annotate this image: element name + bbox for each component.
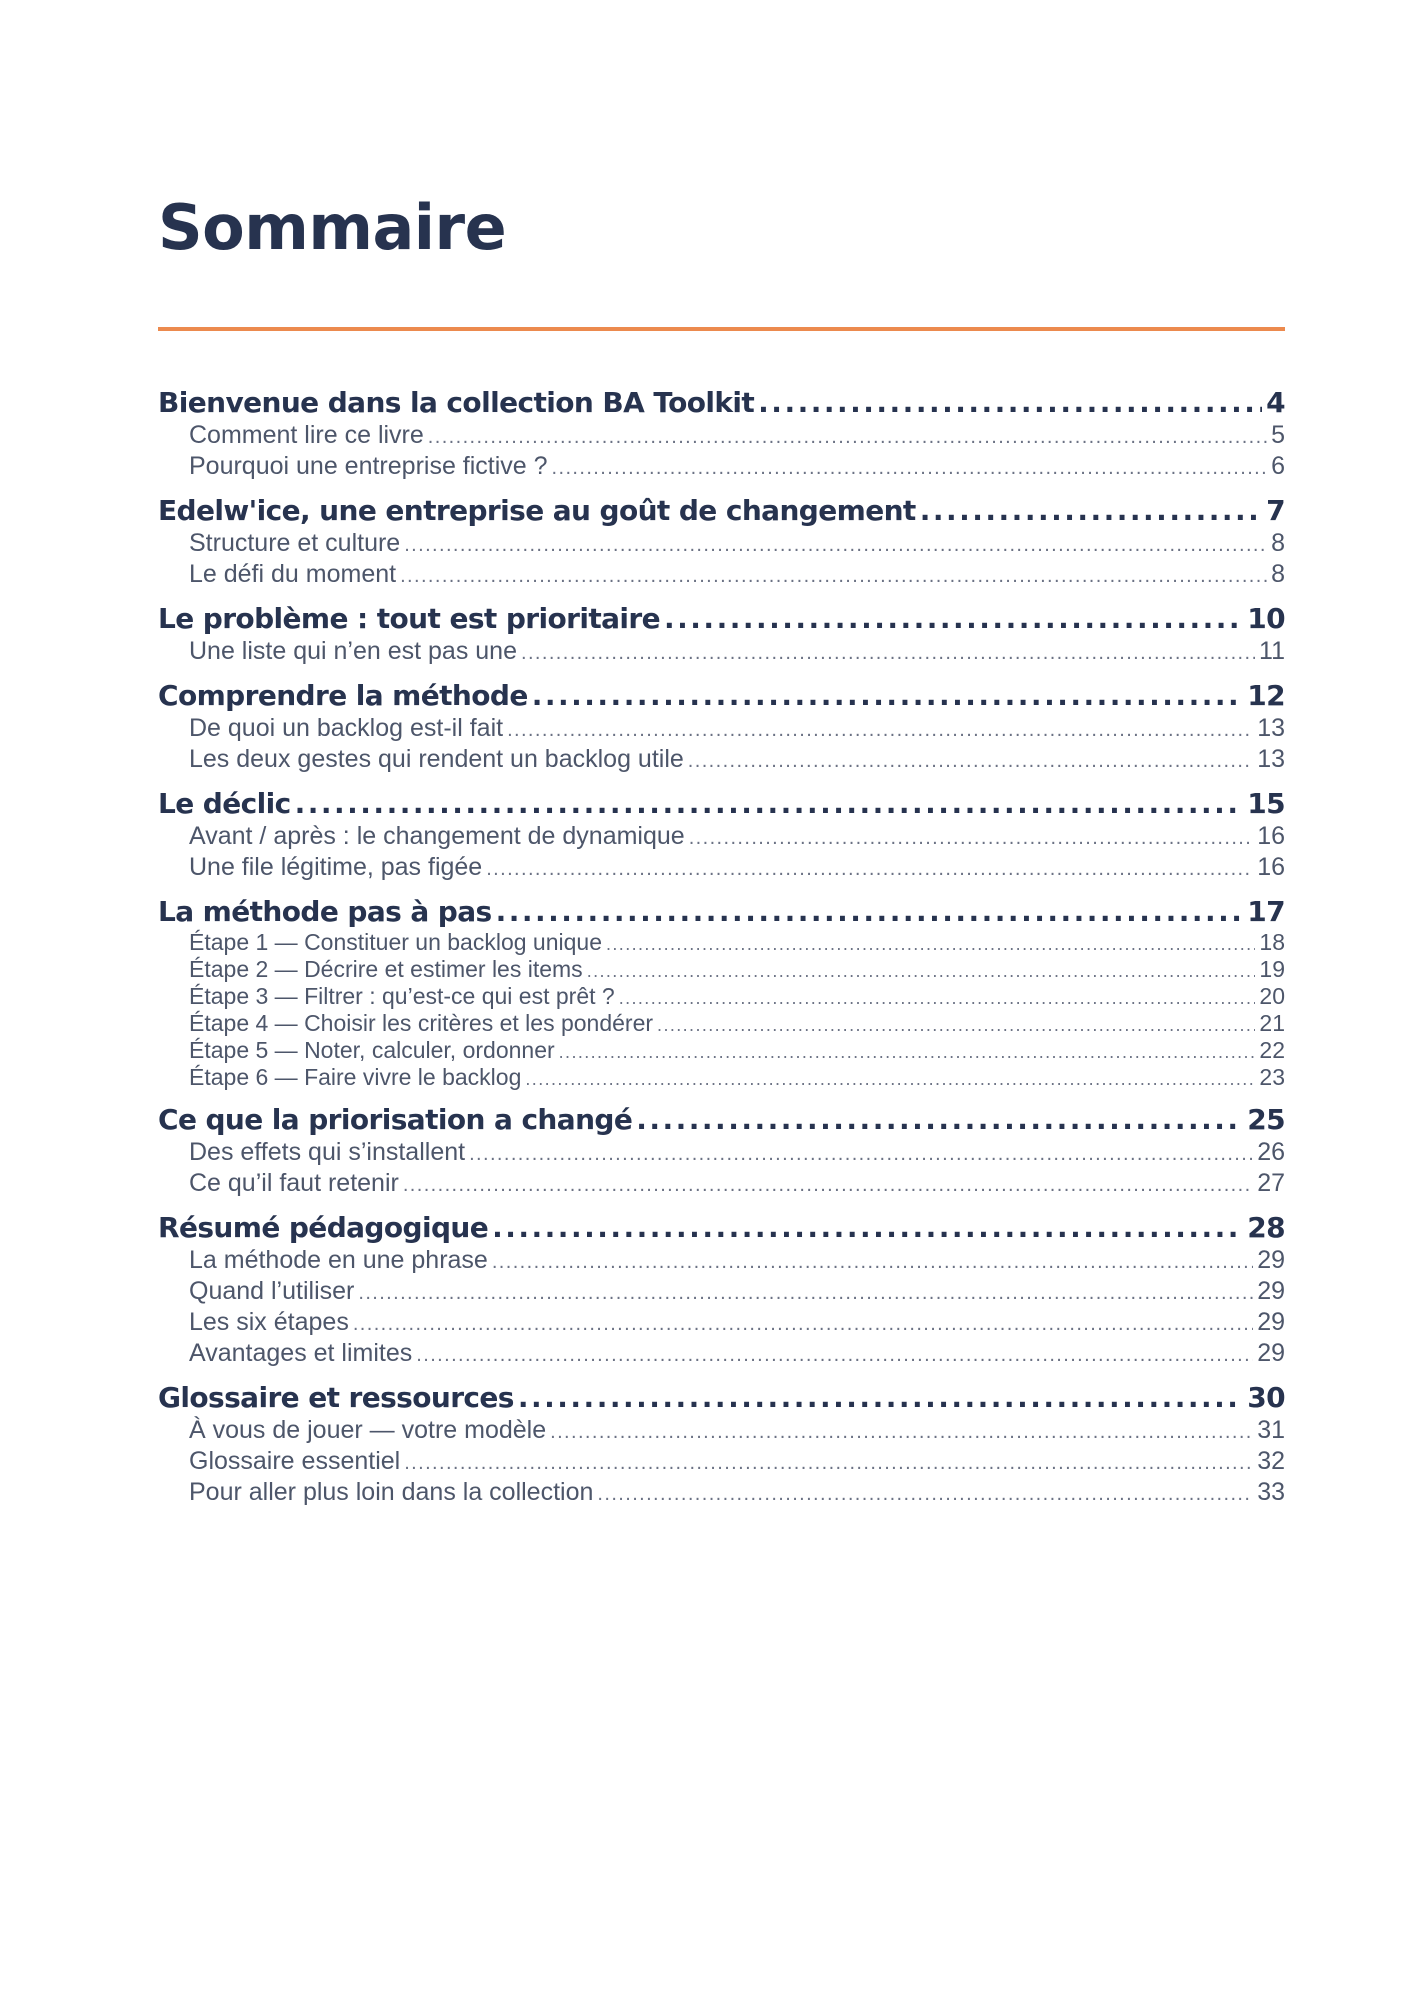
toc-section-entry[interactable] — [158, 822, 1285, 853]
dot-leader — [403, 1171, 1253, 1200]
page-number: 15 — [1247, 787, 1285, 820]
page-number: 4 — [1266, 386, 1285, 419]
section-title: Pour aller plus loin dans la collection — [189, 1478, 594, 1506]
dot-leader — [532, 678, 1244, 714]
chapter-title: Comprendre la méthode — [158, 679, 528, 712]
dot-leader — [689, 824, 1253, 853]
page-number: 21 — [1259, 1010, 1285, 1036]
toc-section-entry[interactable] — [158, 1138, 1285, 1169]
section-title: De quoi un backlog est-il fait — [189, 714, 504, 742]
title-divider — [158, 327, 1285, 331]
toc-chapter-entry[interactable] — [158, 786, 1285, 822]
toc-section-entry[interactable] — [158, 637, 1285, 668]
toc-chapter-entry[interactable] — [158, 1102, 1285, 1138]
toc-chapter — [158, 601, 1285, 668]
toc-section-entry[interactable] — [158, 1308, 1285, 1339]
toc-section-entry[interactable] — [158, 1416, 1285, 1447]
section-title: Étape 3 — Filtrer : qu’est-ce qui est prêt ? — [189, 983, 615, 1009]
dot-leader — [486, 855, 1253, 884]
toc-chapter-entry[interactable] — [158, 601, 1285, 637]
section-title: Étape 4 — Choisir les critères et les pondérer — [189, 1010, 654, 1036]
chapter-title: Le problème : tout est prioritaire — [158, 602, 661, 635]
dot-leader — [518, 1380, 1243, 1416]
dot-leader — [597, 1480, 1253, 1509]
page-number: 18 — [1259, 929, 1285, 955]
toc-section-entry[interactable] — [158, 745, 1285, 776]
dot-leader — [636, 1102, 1243, 1138]
section-title: Comment lire ce livre — [189, 421, 424, 449]
section-title: La méthode en une phrase — [189, 1246, 488, 1274]
dot-leader — [758, 385, 1262, 421]
page-number: 8 — [1271, 529, 1285, 557]
page-number: 28 — [1247, 1211, 1285, 1244]
section-title: Les deux gestes qui rendent un backlog utile — [189, 745, 684, 773]
toc-chapter-entry[interactable] — [158, 894, 1285, 930]
toc-section-entry[interactable] — [158, 714, 1285, 745]
section-title: Pourquoi une entreprise fictive ? — [189, 452, 548, 480]
page-number: 29 — [1257, 1308, 1285, 1336]
toc-chapter-entry[interactable] — [158, 385, 1285, 421]
dot-leader — [657, 1013, 1255, 1038]
section-title: Étape 2 — Décrire et estimer les items — [189, 956, 583, 982]
section-title: Des effets qui s’installent — [189, 1138, 466, 1166]
page-number: 12 — [1247, 679, 1285, 712]
section-title: À vous de jouer — votre modèle — [189, 1416, 547, 1444]
dot-leader — [664, 601, 1243, 637]
section-title: Ce qu’il faut retenir — [189, 1169, 399, 1197]
section-title: Avantages et limites — [189, 1339, 413, 1367]
page-number: 29 — [1257, 1339, 1285, 1367]
section-title: Quand l’utiliser — [189, 1277, 355, 1305]
section-title: Une liste qui n’en est pas une — [189, 637, 517, 665]
toc-section-entry[interactable] — [158, 1478, 1285, 1509]
toc-chapter-entry[interactable] — [158, 1380, 1285, 1416]
page-number: 17 — [1247, 895, 1285, 928]
dot-leader — [492, 1248, 1253, 1277]
section-title: Une file légitime, pas figée — [189, 853, 483, 881]
toc-section-entry[interactable] — [158, 1065, 1285, 1092]
section-title: Étape 5 — Noter, calculer, ordonner — [189, 1037, 555, 1063]
page-number: 30 — [1247, 1381, 1285, 1414]
page-number: 33 — [1257, 1478, 1285, 1506]
page-number: 31 — [1257, 1416, 1285, 1444]
toc-chapter — [158, 786, 1285, 884]
page-number: 23 — [1259, 1064, 1285, 1090]
page-number: 5 — [1271, 421, 1285, 449]
dot-leader — [496, 894, 1244, 930]
chapter-title: Ce que la priorisation a changé — [158, 1103, 633, 1136]
dot-leader — [469, 1140, 1253, 1169]
dot-leader — [525, 1067, 1255, 1092]
toc-section-entry[interactable] — [158, 1011, 1285, 1038]
dot-leader — [507, 716, 1253, 745]
dot-leader — [688, 747, 1253, 776]
page-number: 7 — [1266, 494, 1285, 527]
section-title: Les six étapes — [189, 1308, 349, 1336]
toc-section-entry[interactable] — [158, 452, 1285, 483]
dot-leader — [521, 639, 1255, 668]
page-number: 8 — [1271, 560, 1285, 588]
table-of-contents — [158, 385, 1285, 1519]
page-number: 27 — [1257, 1169, 1285, 1197]
toc-section-entry[interactable] — [158, 1246, 1285, 1277]
toc-section-entry[interactable] — [158, 1447, 1285, 1478]
chapter-title: Glossaire et ressources — [158, 1381, 514, 1414]
chapter-title: Bienvenue dans la collection BA Toolkit — [158, 386, 755, 419]
section-title: Structure et culture — [189, 529, 401, 557]
toc-chapter-entry[interactable] — [158, 493, 1285, 529]
toc-section-entry[interactable] — [158, 1169, 1285, 1200]
toc-section-entry[interactable] — [158, 853, 1285, 884]
page-number: 13 — [1257, 745, 1285, 773]
dot-leader — [295, 786, 1244, 822]
dot-leader — [416, 1341, 1253, 1370]
section-title: Avant / après : le changement de dynamique — [189, 822, 685, 850]
toc-chapter — [158, 493, 1285, 591]
dot-leader — [920, 493, 1262, 529]
dot-leader — [619, 986, 1256, 1011]
toc-chapter — [158, 1380, 1285, 1509]
page-number: 29 — [1257, 1246, 1285, 1274]
section-title: Étape 1 — Constituer un backlog unique — [189, 929, 602, 955]
toc-section-entry[interactable] — [158, 421, 1285, 452]
toc-section-entry[interactable] — [158, 560, 1285, 591]
dot-leader — [404, 531, 1267, 560]
chapter-title: La méthode pas à pas — [158, 895, 492, 928]
dot-leader — [400, 562, 1267, 591]
toc-chapter — [158, 1210, 1285, 1370]
page-number: 25 — [1247, 1103, 1285, 1136]
page-number: 20 — [1259, 983, 1285, 1009]
page-number: 19 — [1259, 956, 1285, 982]
toc-chapter — [158, 678, 1285, 776]
dot-leader — [552, 454, 1268, 483]
page-number: 22 — [1259, 1037, 1285, 1063]
chapter-title: Edelw'ice, une entreprise au goût de changement — [158, 494, 916, 527]
dot-leader — [404, 1449, 1253, 1478]
page-number: 32 — [1257, 1447, 1285, 1475]
page-number: 16 — [1257, 822, 1285, 850]
toc-section-entry[interactable] — [158, 1038, 1285, 1065]
page-number: 26 — [1257, 1138, 1285, 1166]
dot-leader — [353, 1310, 1253, 1339]
page-number: 29 — [1257, 1277, 1285, 1305]
toc-section-entry[interactable] — [158, 930, 1285, 957]
dot-leader — [550, 1418, 1253, 1447]
dot-leader — [492, 1210, 1243, 1246]
page-title: Sommaire — [158, 191, 507, 264]
page-number: 11 — [1259, 637, 1285, 665]
toc-chapter — [158, 894, 1285, 1092]
dot-leader — [587, 959, 1256, 984]
chapter-title: Le déclic — [158, 787, 291, 820]
toc-chapter-entry[interactable] — [158, 1210, 1285, 1246]
toc-section-entry[interactable] — [158, 1277, 1285, 1308]
dot-leader — [428, 423, 1267, 452]
section-title: Le défi du moment — [189, 560, 397, 588]
page-number: 6 — [1271, 452, 1285, 480]
dot-leader — [559, 1040, 1256, 1065]
toc-section-entry[interactable] — [158, 957, 1285, 984]
dot-leader — [358, 1279, 1253, 1308]
dot-leader — [606, 932, 1255, 957]
chapter-title: Résumé pédagogique — [158, 1211, 489, 1244]
toc-chapter — [158, 385, 1285, 483]
toc-chapter — [158, 1102, 1285, 1200]
section-title: Étape 6 — Faire vivre le backlog — [189, 1064, 522, 1090]
page-number: 16 — [1257, 853, 1285, 881]
section-title: Glossaire essentiel — [189, 1447, 401, 1475]
toc-chapter-entry[interactable] — [158, 678, 1285, 714]
toc-section-entry[interactable] — [158, 529, 1285, 560]
toc-section-entry[interactable] — [158, 1339, 1285, 1370]
toc-section-entry[interactable] — [158, 984, 1285, 1011]
page-number: 13 — [1257, 714, 1285, 742]
page-number: 10 — [1247, 602, 1285, 635]
